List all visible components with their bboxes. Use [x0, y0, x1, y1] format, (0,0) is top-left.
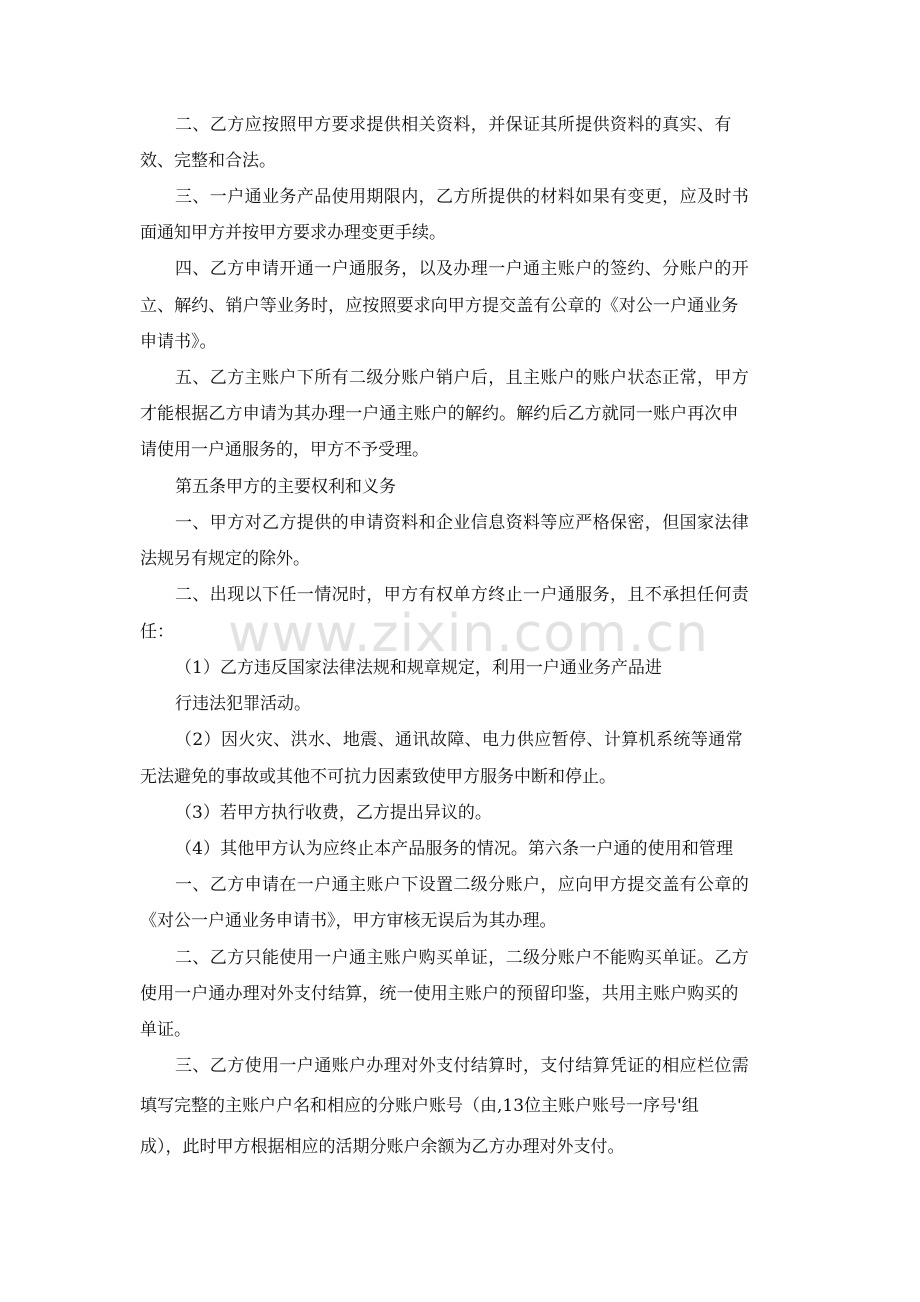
- list-item: （3）若甲方执行收费，乙方提出异议的。: [175, 803, 492, 823]
- paragraph-line: 请使用一户通服务的，甲方不予受理。: [140, 440, 429, 460]
- paragraph-line: 二、出现以下任一情况时，甲方有权单方终止一户通服务，且不承担任何责: [175, 585, 750, 605]
- paragraph-line: 三、一户通业务产品使用期限内，乙方所提供的材料如果有变更，应及时书: [175, 187, 750, 207]
- paragraph-line: 任：: [140, 622, 174, 642]
- list-item: （4）其他甲方认为应终止本产品服务的情况。第六条一户通的使用和管理: [175, 839, 734, 859]
- paragraph-line: 一、乙方申请在一户通主账户下设置二级分账户，应向甲方提交盖有公章的: [175, 875, 750, 895]
- list-item: （2）因火灾、洪水、地震、通讯故障、电力供应暂停、计算机系统等通常: [175, 730, 744, 750]
- paragraph-line: 效、完整和合法。: [140, 151, 276, 171]
- list-item: （1）乙方违反国家法律法规和规章规定，利用一户通业务产品进: [175, 658, 662, 678]
- paragraph-line: 面通知甲方并按甲方要求办理变更手续。: [140, 223, 446, 243]
- paragraph-line: 无法避免的事故或其他不可抗力因素致使甲方服务中断和停止。: [140, 767, 616, 787]
- paragraph-line: 三、乙方使用一户通账户办理对外支付结算时，支付结算凭证的相应栏位需: [175, 1056, 750, 1076]
- paragraph-line: 申请书》。: [140, 332, 217, 352]
- paragraph-line: 二、乙方应按照甲方要求提供相关资料，并保证其所提供资料的真实、有: [175, 115, 732, 135]
- watermark: www.zixin.com.cn: [228, 604, 709, 664]
- paragraph-line: 立、解约、销户等业务时，应按照要求向甲方提交盖有公章的《对公一户通业务: [140, 296, 739, 316]
- paragraph-line: 五、乙方主账户下所有二级分账户销户后，且主账户的账户状态正常，甲方: [175, 368, 750, 388]
- paragraph-line: 《对公一户通业务申请书》，甲方审核无误后为其办理。: [140, 911, 557, 931]
- paragraph-line: 成），此时甲方根据相应的活期分账户余额为乙方办理对外支付。: [140, 1137, 625, 1157]
- paragraph-line: 才能根据乙方申请为其办理一户通主账户的解约。解约后乙方就同一账户再次申: [140, 404, 739, 424]
- paragraph-line: 法规另有规定的除外。: [140, 549, 310, 569]
- paragraph-line: 填写完整的主账户户名和相应的分账户账号（由,13位主账户账号一序号'组: [140, 1096, 699, 1116]
- paragraph-line: 使用一户通办理对外支付结算，统一使用主账户的预留印鉴，共用主账户购买的: [140, 984, 739, 1004]
- paragraph-line: 一、甲方对乙方提供的申请资料和企业信息资料等应严格保密，但国家法律: [175, 513, 750, 533]
- list-item: 行违法犯罪活动。: [175, 694, 311, 714]
- paragraph-line: 单证。: [140, 1020, 191, 1040]
- paragraph-line: 四、乙方申请开通一户通服务，以及办理一户通主账户的签约、分账户的开: [175, 259, 750, 279]
- section-heading: 第五条甲方的主要权利和义务: [175, 477, 396, 497]
- paragraph-line: 二、乙方只能使用一户通主账户购买单证，二级分账户不能购买单证。乙方: [175, 948, 750, 968]
